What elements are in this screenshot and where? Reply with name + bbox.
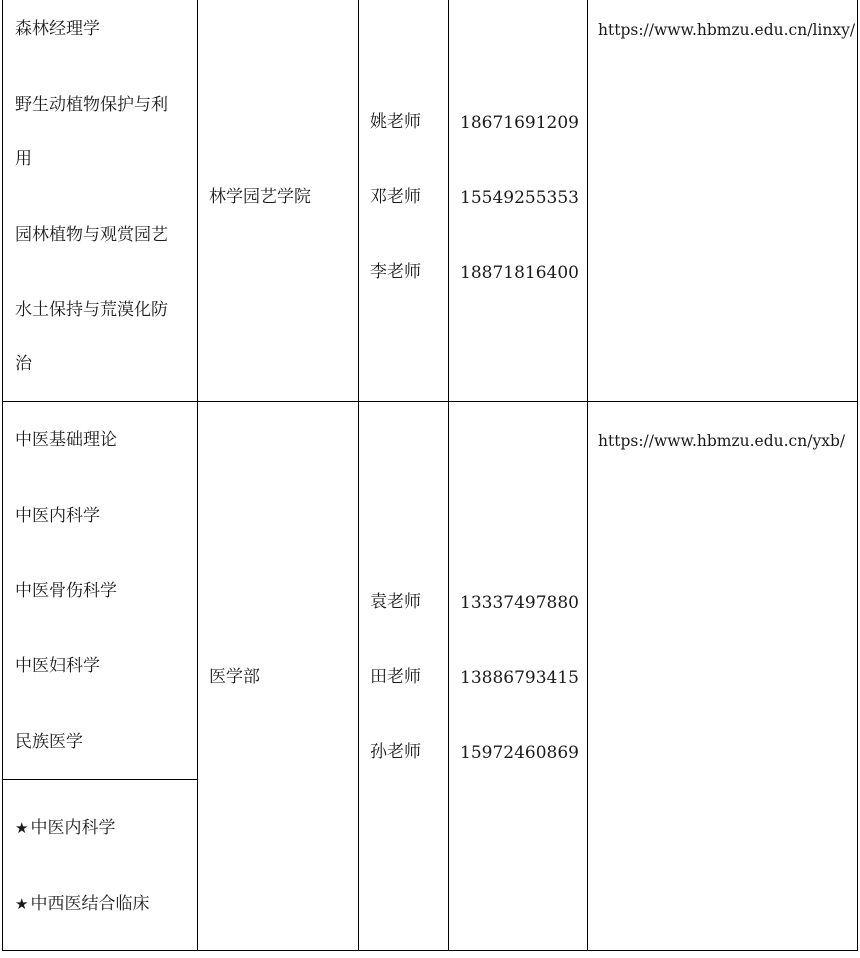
- major-name: 森林经理学: [15, 19, 100, 39]
- border-bottom: [2, 950, 858, 951]
- major-name: 水土保持与荒漠化防: [15, 300, 168, 320]
- contact-phone: 15549255353: [460, 188, 579, 208]
- major-name: 中医骨伤科学: [15, 581, 117, 601]
- contact-name: 姚老师: [370, 112, 421, 132]
- contact-name: 袁老师: [370, 592, 421, 612]
- contact-name: 李老师: [370, 262, 421, 282]
- college-name: 林学园艺学院: [209, 187, 311, 207]
- contact-name: 邓老师: [370, 187, 421, 207]
- major-name: 民族医学: [15, 732, 83, 752]
- major-name: 用: [15, 149, 32, 169]
- college-url-link[interactable]: https://www.hbmzu.edu.cn/yxb/: [598, 432, 846, 450]
- starred-major: [15, 818, 115, 838]
- contact-phone: 13337497880: [460, 593, 579, 613]
- major-name: 中医内科学: [30, 818, 116, 838]
- contact-name: 田老师: [370, 667, 421, 687]
- contact-phone: 18671691209: [460, 113, 579, 133]
- major-name: 中西医结合临床: [30, 894, 150, 914]
- divider-col-1: [197, 0, 198, 951]
- border-right: [857, 0, 858, 951]
- major-name: 野生动植物保护与利: [15, 95, 168, 115]
- contact-phone: 18871816400: [460, 263, 579, 283]
- contact-phone: 15972460869: [460, 743, 579, 763]
- contact-name: 孙老师: [370, 742, 421, 762]
- divider-major-subgroup: [2, 779, 198, 780]
- divider-col-3: [448, 0, 449, 951]
- star-icon: ★: [15, 819, 29, 837]
- border-left: [2, 0, 3, 951]
- divider-col-4: [587, 0, 588, 951]
- college-name: 医学部: [209, 667, 260, 687]
- starred-major: [15, 894, 149, 914]
- divider-row-1: [2, 401, 858, 402]
- major-name: 中医基础理论: [15, 430, 117, 450]
- major-name: 园林植物与观赏园艺: [15, 225, 168, 245]
- major-name: 治: [15, 354, 32, 374]
- star-icon: ★: [15, 895, 29, 913]
- major-name: 中医内科学: [15, 506, 100, 526]
- contact-phone: 13886793415: [460, 668, 579, 688]
- divider-col-2: [358, 0, 359, 951]
- major-name: 中医妇科学: [15, 656, 100, 676]
- college-url-link[interactable]: https://www.hbmzu.edu.cn/linxy/: [598, 21, 856, 39]
